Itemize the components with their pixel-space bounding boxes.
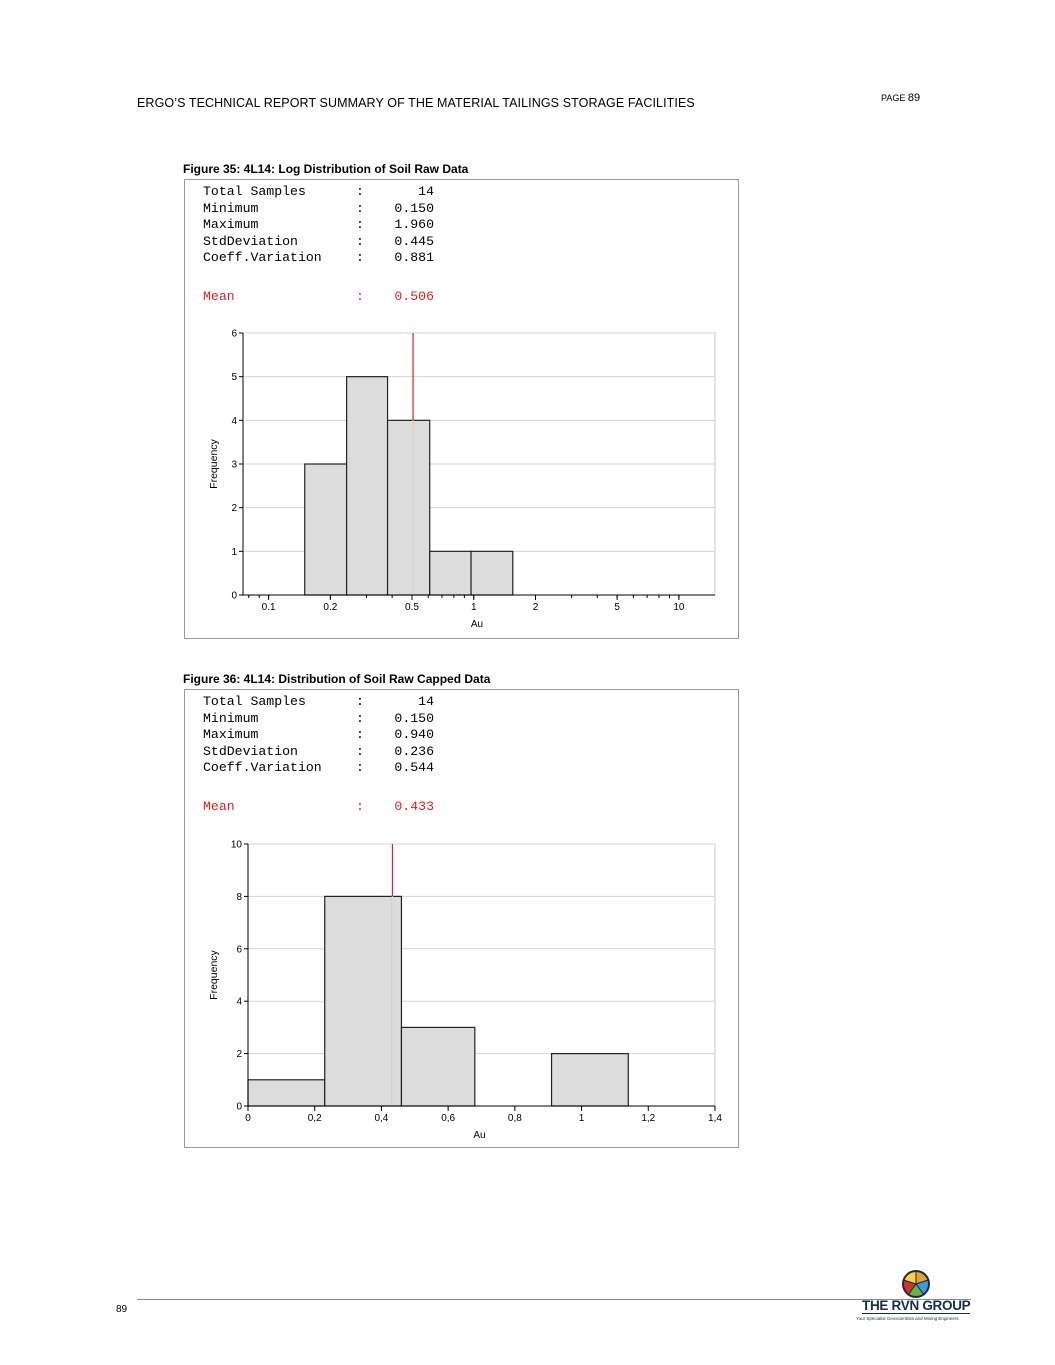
y-tick-label: 5 xyxy=(231,372,237,384)
x-tick-label: 0,4 xyxy=(374,1113,389,1124)
footer-rule xyxy=(137,1299,971,1300)
figure-36-caption: Figure 36: 4L14: Distribution of Soil Raw Capped Data xyxy=(183,672,491,686)
company-logo xyxy=(856,1269,976,1325)
logo-pie-icon xyxy=(856,1269,976,1299)
stat-colon: : xyxy=(356,727,364,742)
stat-label: Coeff.Variation xyxy=(203,250,322,265)
page-label xyxy=(881,92,920,104)
x-tick-label: 10 xyxy=(673,602,685,613)
stat-label: Maximum xyxy=(203,727,259,742)
stat-label: StdDeviation xyxy=(203,743,298,759)
stat-label: Minimum xyxy=(203,200,259,216)
stat-value: 14 xyxy=(418,694,434,709)
x-axis-label: Au xyxy=(473,1130,486,1141)
figure-35-box xyxy=(184,179,739,639)
y-tick-label: 10 xyxy=(230,839,242,851)
y-tick-label: 0 xyxy=(236,1101,242,1113)
y-axis-label: Frequency xyxy=(208,439,220,489)
y-axis-label: Frequency xyxy=(208,950,220,1000)
stat-value: 14 xyxy=(418,184,434,199)
stat-colon: : xyxy=(356,710,364,726)
x-tick-label: 0.2 xyxy=(323,602,338,613)
y-tick-label: 0 xyxy=(231,590,237,602)
page-prefix: PAGE xyxy=(881,93,906,103)
logo-tagline: Your Specialist Geoscientists and Mining Engineers xyxy=(856,1316,959,1321)
y-tick-label: 1 xyxy=(231,546,237,558)
stat-label: Minimum xyxy=(203,710,259,726)
stat-label: Maximum xyxy=(203,217,259,232)
histogram-bar xyxy=(388,420,430,595)
histogram-bar xyxy=(305,464,347,595)
x-axis-label: Au xyxy=(470,619,484,630)
stat-value: 0.881 xyxy=(394,250,434,265)
mean-value: 0.433 xyxy=(394,798,434,814)
report-header-title: ERGO’S TECHNICAL REPORT SUMMARY OF THE MATERIAL TAILINGS STORAGE FACILITIES xyxy=(137,96,695,110)
stat-colon: : xyxy=(356,760,364,775)
x-tick-label: 0.1 xyxy=(261,602,276,613)
histogram-bar xyxy=(325,896,402,1106)
figure-36-box xyxy=(184,689,739,1148)
stat-value: 0.544 xyxy=(394,760,434,775)
y-tick-label: 6 xyxy=(231,328,237,340)
figure-35-caption: Figure 35: 4L14: Log Distribution of Soil Raw Data xyxy=(183,162,469,176)
x-tick-label: 0,2 xyxy=(307,1113,322,1124)
x-tick-label: 5 xyxy=(614,602,620,613)
x-tick-label: 1 xyxy=(578,1113,585,1124)
page-number: 89 xyxy=(907,92,921,104)
mean-colon: : xyxy=(356,288,364,304)
x-tick-label: 1,4 xyxy=(708,1113,722,1124)
y-tick-label: 3 xyxy=(231,459,237,471)
stat-label: Total Samples xyxy=(203,184,306,199)
plot-area xyxy=(248,844,715,1106)
histogram-bar xyxy=(552,1054,629,1106)
stat-colon: : xyxy=(356,743,364,759)
stat-value: 0.150 xyxy=(394,710,434,726)
stat-label: StdDeviation xyxy=(203,233,298,249)
histogram-bar xyxy=(430,551,471,595)
stat-colon: : xyxy=(356,694,364,709)
stat-value: 0.445 xyxy=(394,233,434,249)
stat-value: 1.960 xyxy=(394,217,434,232)
y-tick-label: 6 xyxy=(236,944,242,956)
y-tick-label: 4 xyxy=(231,415,237,427)
logo-text: THE RVN GROUP xyxy=(862,1298,971,1313)
stat-colon: : xyxy=(356,200,364,216)
footer-page-number: 89 xyxy=(116,1304,128,1315)
mean-value: 0.506 xyxy=(394,288,434,304)
y-tick-label: 8 xyxy=(236,891,242,903)
stat-value: 0.940 xyxy=(394,727,434,742)
x-tick-label: 1 xyxy=(470,602,477,613)
mean-label: Mean xyxy=(203,288,235,304)
stat-colon: : xyxy=(356,184,364,199)
histogram-linear-chart xyxy=(185,690,738,1147)
stat-colon: : xyxy=(356,233,364,249)
x-tick-label: 1,2 xyxy=(641,1113,656,1124)
stat-value: 0.236 xyxy=(394,743,434,759)
histogram-log-chart xyxy=(185,180,738,638)
x-tick-label: 0,6 xyxy=(441,1113,456,1124)
stat-colon: : xyxy=(356,217,364,232)
histogram-bar xyxy=(248,1080,325,1106)
stat-colon: : xyxy=(356,250,364,265)
x-tick-label: 0 xyxy=(245,1113,251,1124)
x-tick-label: 0,8 xyxy=(507,1113,522,1124)
y-tick-label: 2 xyxy=(231,503,237,515)
histogram-bar xyxy=(471,551,513,595)
stat-label: Total Samples xyxy=(203,694,306,709)
x-tick-label: 2 xyxy=(532,602,539,613)
stat-value: 0.150 xyxy=(394,200,434,216)
mean-label: Mean xyxy=(203,798,235,814)
stat-label: Coeff.Variation xyxy=(203,760,322,775)
y-tick-label: 2 xyxy=(236,1049,242,1061)
mean-colon: : xyxy=(356,798,364,814)
histogram-bar xyxy=(401,1027,474,1106)
y-tick-label: 4 xyxy=(236,996,242,1008)
histogram-bar xyxy=(347,377,388,595)
x-tick-label: 0.5 xyxy=(405,602,419,613)
